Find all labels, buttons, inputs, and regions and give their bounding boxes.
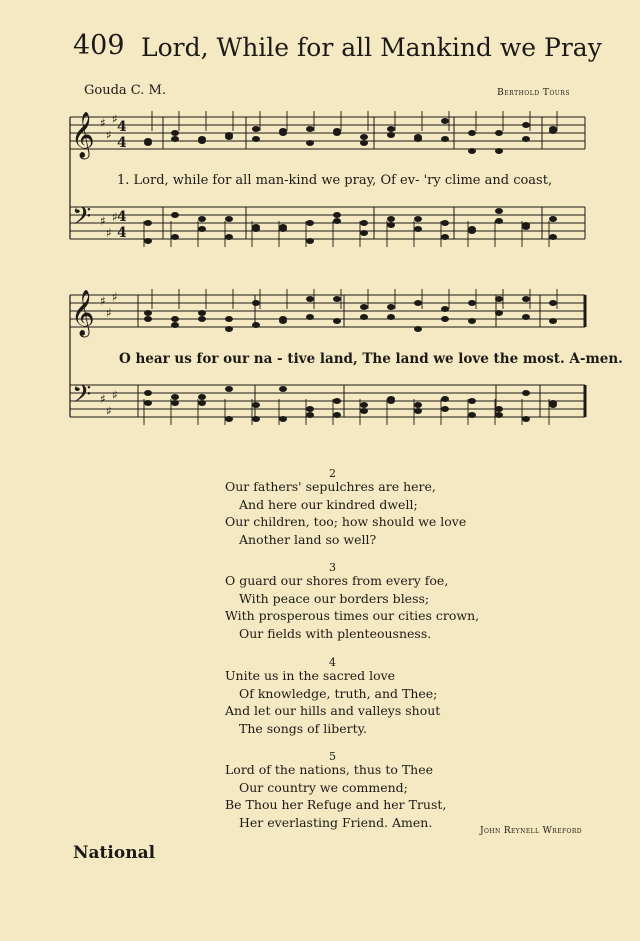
time-signature: 4 [117,225,127,241]
notehead [360,304,368,310]
notehead [171,136,179,142]
sharp-sign-icon: ♯ [106,404,112,418]
notehead [495,406,503,412]
notehead [198,310,206,316]
notehead [252,300,260,306]
notehead [414,300,422,306]
lyrics-line-1: 1. Lord, while for all man-kind we pray, Of ev- 'ry clime and coast, [117,173,553,188]
stanza-line: O guard our shores from every foe, [225,573,449,588]
notehead [252,322,260,328]
notehead [441,316,449,322]
notehead [441,220,449,226]
lyrics-line-2: O hear us for our na - tive land, The land we love the most. A-men. [119,351,623,367]
notehead [414,408,422,414]
notehead [144,316,152,322]
notehead [306,296,314,302]
notehead [468,130,476,136]
notehead [171,234,179,240]
notehead [333,218,341,224]
notehead [306,140,314,146]
notehead [522,136,530,142]
notehead [333,412,341,418]
notehead [414,216,422,222]
notehead [549,318,557,324]
notehead [171,316,179,322]
hymn-number: 409 [73,30,125,61]
notehead [387,132,395,138]
notehead [144,220,152,226]
stanza-2 [225,467,467,548]
sharp-sign-icon: ♯ [112,112,118,126]
notehead [387,304,395,310]
notehead [252,416,260,422]
notehead [468,398,476,404]
treble-clef-icon: 𝄞 [71,290,95,336]
stanza-line: Of knowledge, truth, and Thee; [239,685,438,701]
stanza-3 [225,561,480,642]
stanza-line: With peace our borders bless; [239,590,430,606]
hymn-title: Lord, While for all Mankind we Pray [141,33,602,62]
notehead [549,216,557,222]
notehead [360,230,368,236]
notehead [441,234,449,240]
notehead [279,386,287,392]
notehead [468,226,476,232]
notehead [252,136,260,142]
stanza-line: With prosperous times our cities crown, [225,608,480,623]
stanza-line: Our children, too; how should we love [225,514,467,529]
notehead [225,416,233,422]
notehead [522,296,530,302]
notehead [279,416,287,422]
notehead [333,128,341,134]
notehead [495,130,503,136]
notehead [549,128,557,134]
notehead [198,136,206,142]
notehead [468,148,476,154]
notehead [441,406,449,412]
stanza-number: 5 [329,750,336,763]
notehead [495,310,503,316]
treble-clef-icon: 𝄞 [71,112,95,158]
notehead [414,226,422,232]
notehead [387,126,395,132]
notehead [549,234,557,240]
sharp-sign-icon: ♯ [112,210,118,224]
notehead [468,300,476,306]
notehead [522,222,530,228]
notehead [198,216,206,222]
notehead [441,396,449,402]
time-signature: 4 [117,119,127,135]
notehead [252,402,260,408]
notehead [495,296,503,302]
notehead [549,300,557,306]
notehead [171,400,179,406]
notehead [225,132,233,138]
notehead [495,218,503,224]
notehead [360,402,368,408]
notehead [279,318,287,324]
notehead [360,314,368,320]
notehead [279,226,287,232]
notehead [387,222,395,228]
notehead [360,140,368,146]
notehead [306,406,314,412]
sharp-sign-icon: ♯ [106,128,112,142]
stanza-line: Unite us in the sacred love [225,668,396,683]
notehead [495,148,503,154]
notehead [306,412,314,418]
notehead [171,322,179,328]
notehead [225,316,233,322]
sharp-sign-icon: ♯ [112,388,118,402]
notehead [387,314,395,320]
sharp-sign-icon: ♯ [112,290,118,304]
notehead [144,238,152,244]
sharp-sign-icon: ♯ [100,294,106,308]
notehead [441,136,449,142]
notehead [306,126,314,132]
stanza-line: Be Thou her Refuge and her Trust, [225,797,447,812]
bass-clef-icon: 𝄢 [72,202,92,237]
stanza-line: Our fields with plenteousness. [239,625,432,641]
notehead [198,400,206,406]
sharp-sign-icon: ♯ [106,226,112,240]
notehead [198,226,206,232]
notehead [225,386,233,392]
notehead [279,128,287,134]
bass-clef-icon: 𝄢 [72,380,92,415]
notehead [252,126,260,132]
notehead [360,408,368,414]
notehead [468,412,476,418]
notehead [522,122,530,128]
section-label: National [73,843,156,863]
composer-credit: Berthold Tours [497,88,570,98]
stanza-number: 4 [329,656,336,669]
author-credit: John Reynell Wreford [479,826,582,836]
notehead [171,394,179,400]
stanza-5 [225,750,447,831]
notehead [171,130,179,136]
stanza-line: Lord of the nations, thus to Thee [225,762,434,777]
notehead [333,318,341,324]
tune-name: Gouda C. M. [84,83,166,98]
notehead [414,136,422,142]
notehead [495,412,503,418]
sharp-sign-icon: ♯ [100,214,106,228]
notehead [198,316,206,322]
stanza-line: And here our kindred dwell; [239,496,418,512]
stanza-line: Our fathers' sepulchres are here, [225,479,436,494]
sharp-sign-icon: ♯ [100,116,106,130]
notehead [522,390,530,396]
notehead [522,314,530,320]
notehead [441,118,449,124]
notehead [495,208,503,214]
stanza-line: Our country we commend; [239,779,408,795]
notehead [252,226,260,232]
notehead [306,238,314,244]
notehead [144,310,152,316]
notehead [387,396,395,402]
notehead [441,306,449,312]
stanza-line: The songs of liberty. [239,720,368,736]
stanza-4 [225,656,441,737]
music-score [0,0,640,470]
sharp-sign-icon: ♯ [100,392,106,406]
notehead [414,402,422,408]
time-signature: 4 [117,135,127,151]
stanza-number: 3 [329,561,336,574]
stanza-line: Her everlasting Friend. Amen. [239,814,433,830]
notehead [306,314,314,320]
notehead [198,394,206,400]
notehead [225,234,233,240]
stanza-number: 2 [329,467,336,480]
notehead [144,400,152,406]
notehead [468,318,476,324]
notehead [171,212,179,218]
stanza-line: And let our hills and valleys shout [225,703,441,718]
notehead [549,400,557,406]
stanza-line: Another land so well? [239,531,377,547]
notehead [333,398,341,404]
notehead [360,134,368,140]
notehead [387,216,395,222]
time-signature: 4 [117,209,127,225]
notehead [360,220,368,226]
notehead [225,216,233,222]
notehead [333,212,341,218]
notehead [522,416,530,422]
notehead [414,326,422,332]
notehead [144,140,152,146]
notehead [144,390,152,396]
notehead [333,296,341,302]
sharp-sign-icon: ♯ [106,306,112,320]
notehead [225,326,233,332]
notehead [306,220,314,226]
